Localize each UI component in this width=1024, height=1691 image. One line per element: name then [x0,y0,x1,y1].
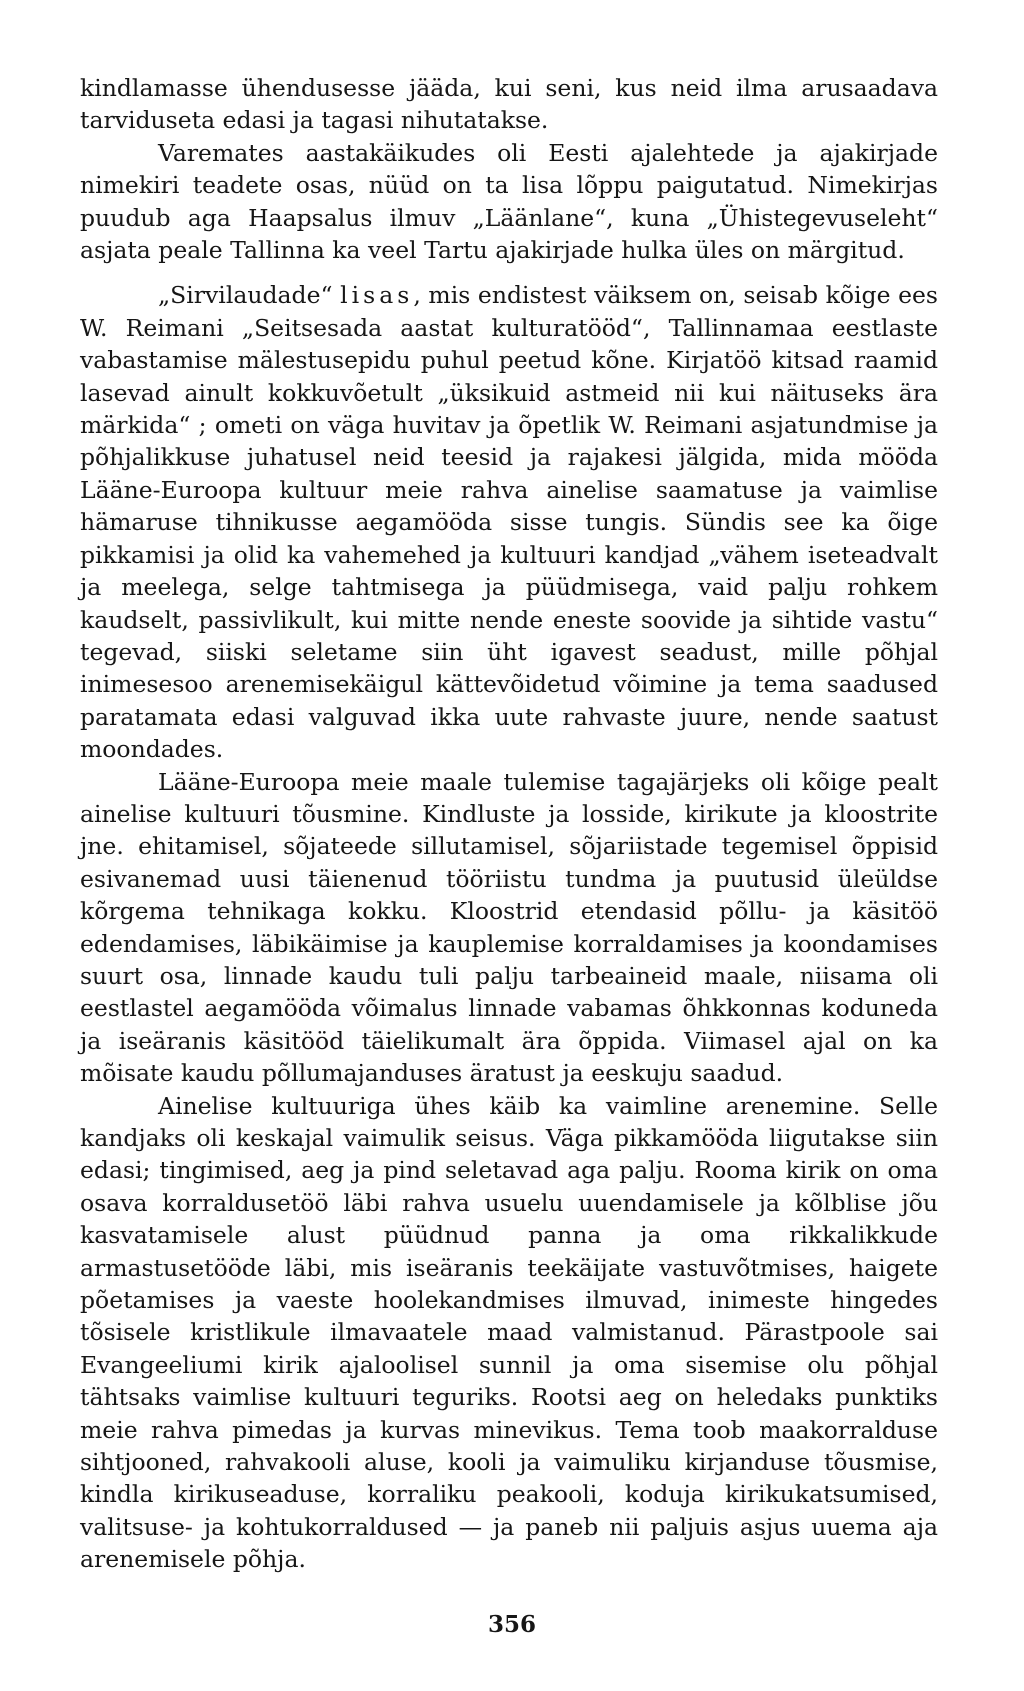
page-number: 356 [487,1611,536,1638]
paragraph-4: Lääne-Euroopa meie maale tulemise tagajärjeks oli kõige pealt ainelise kultuuri tõusmine. Kindluste ja losside, kirikute ja kloostrite jne. ehitamisel, sõjateede sillutamisel, sõjariistade tegemisel õppisid esivanemad uusi täienenud tööriistu tundma ja puutusid üleüldse kõrgema tehnikaga kokku. Kloostrid etendasid põllu- ja käsitöö edendamises, läbikäimise ja kauplemise korraldamises ja koondamises suurt osa, linnade kaudu tuli palju tarbeaineid maale, niisama oli eestlastel aegamööda võimalus linnade vabamas õhkkonnas koduneda ja iseäranis käsitööd täielikumalt ära õppida. Viimasel ajal on ka mõisate kaudu põllumajanduses äratust ja eeskuju saadud. [80,767,938,1088]
paragraph-5: Ainelise kultuuriga ühes käib ka vaimline arenemine. Selle kandjaks oli keskajal vaimulik seisus. Väga pikkamööda liigutakse siin edasi; tingimised, aeg ja pind seletavad aga palju. Rooma kirik on oma osava korraldusetöö läbi rahva usuelu uuendamisele ja kõlblise jõu kasvatamisele alust püüdnud panna ja oma rikkalikkude armastusetööde läbi, mis iseäranis teekäijate vastuvõtmises, haigete põetamises ja vaeste hoolekandmises ilmuvad, inimeste hingedes tõsisele kristlikule ilmavaatele maad valmistanud. Pärastpoole sai Evangeeliumi kirik ajaloolisel sunnil ja oma sisemise olu põhjal tähtsaks vaimlise kultuuri teguriks. Rootsi aeg on heledaks punktiks meie rahva pimedas ja kurvas minevikus. Tema toob maakorralduse sihtjooned, rahvakooli aluse, kooli ja vaimuliku kirjanduse tõusmise, kindla kirikuseaduse, korraliku peakooli, koduja kirikukatsumised, valitsuse- ja kohtukorraldused — ja paneb nii paljuis asjus uuema aja arenemisele põhja. [80,1091,938,1574]
paragraph-2: Varemates aastakäikudes oli Eesti ajalehtede ja ajakirjade nimekiri teadete osas, nüüd on ta lisa lõppu paigutatud. Nimekirjas puudub aga Haapsalus ilmuv „Läänlane“, kuna „Ühistegevuseleht“ asjata peale Tallinna ka veel Tartu ajakirjade hulka üles on märgitud. [80,138,938,265]
paragraph-3-rest: , mis endistest väiksem on, seisab kõige ees W. Reimani „Seitsesada aastat kulturatööd“, Tallinnamaa eestlaste vabastamise mälestusepidu puhul peetud kõne. Kirjatöö kitsad raamid lasevad ainult kokkuvõetult „üksikuid astmeid nii kui näituseks ära märkida“ ; ometi on väga huvitav ja õpetlik W. Reimani asjatundmise ja põhjalikkuse juhatusel neid teesid ja rajakesi jälgida, mida mööda Lääne-Euroopa kultuur meie rahva ainelise saamatuse ja vaimlise hämaruse tihnikusse aegamööda sisse tungis. Sündis see ka õige pikkamisi ja olid ka vahemehed ja kultuuri kandjad „vähem iseteadvalt ja meelega, selge tahtmisega ja püüdmisega, vaid palju rohkem kaudselt, passivlikult, kui mitte nende eneste soovide ja sihtide vastu“ tegevad, siiski seletame siin üht igavest seadust, mille põhjal inimesesoo arenemisekäigul kättevõidetud võimine ja tema saadused paratamata edasi valguvad ikka uute rahvaste juure, nende saatust moondades. [80,281,938,764]
paragraph-1: kindlamasse ühendusesse jääda, kui seni, kus neid ilma arusaadava tarviduseta edasi ja tagasi nihutatakse. [80,74,938,135]
paragraph-3-start: „Sirvilaudade“ [158,281,341,310]
paragraph-3-spaced-word: lisas [340,281,414,310]
paragraph-3 [80,279,938,765]
page-text [80,72,938,1576]
